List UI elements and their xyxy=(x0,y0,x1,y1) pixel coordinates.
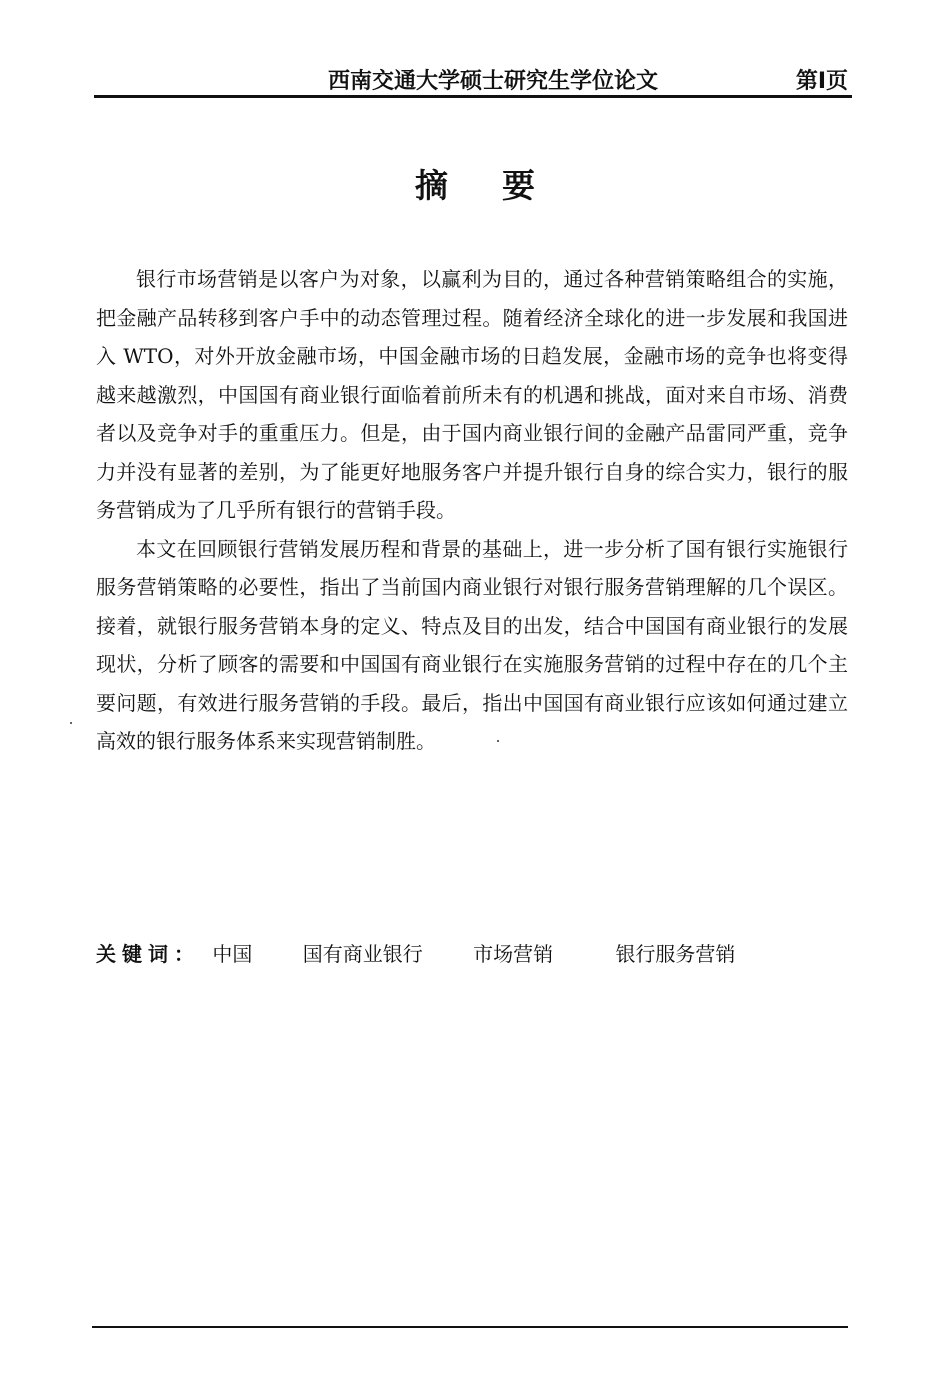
footer-divider xyxy=(92,1326,848,1328)
abstract-heading: 摘要 xyxy=(415,166,589,205)
keyword-item: 银行服务营销 xyxy=(615,942,736,966)
abstract-body xyxy=(96,260,848,761)
keyword-item: 中国 xyxy=(212,942,253,966)
keyword-item: 市场营销 xyxy=(473,942,554,966)
keywords-line xyxy=(96,938,856,967)
abstract-paragraph-1: 银行市场营销是以客户为对象，以赢利为目的，通过各种营销策略组合的实施，把金融产品转移到客户手中的动态管理过程。随着经济全球化的进一步发展和我国进入 WTO，对外开放金融市场，中国金融市场的日趋发展，金融市场的竞争也将变得越来越激烈，中国国有商业银行面临着前所未有的机遇和挑战，面对来自市场、消费者以及竞争对手的重重压力。但是，由于国内商业银行间的金融产品雷同严重，竞争力并没有显著的差别，为了能更好地服务客户并提升银行自身的综合实力，银行的服务营销成为了几乎所有银行的营销手段。 xyxy=(96,267,848,522)
header-divider xyxy=(94,95,852,98)
thesis-title: 西南交通大学硕士研究生学位论文 xyxy=(328,69,659,94)
scan-speck xyxy=(70,722,72,724)
scan-speck xyxy=(497,740,499,742)
page-header xyxy=(94,62,850,94)
keywords-label: 关键词： xyxy=(96,942,200,966)
keyword-item: 国有商业银行 xyxy=(302,942,423,966)
page-number: 第I页 xyxy=(795,69,848,94)
abstract-paragraph-2: 本文在回顾银行营销发展历程和背景的基础上，进一步分析了国有银行实施银行服务营销策略的必要性，指出了当前国内商业银行对银行服务营销理解的几个误区。接着，就银行服务营销本身的定义、特点及目的出发，结合中国国有商业银行的发展现状，分析了顾客的需要和中国国有商业银行在实施服务营销的过程中存在的几个主要问题，有效进行服务营销的手段。最后，指出中国国有商业银行应该如何通过建立高效的银行服务体系来实现营销制胜。 xyxy=(96,536,848,753)
